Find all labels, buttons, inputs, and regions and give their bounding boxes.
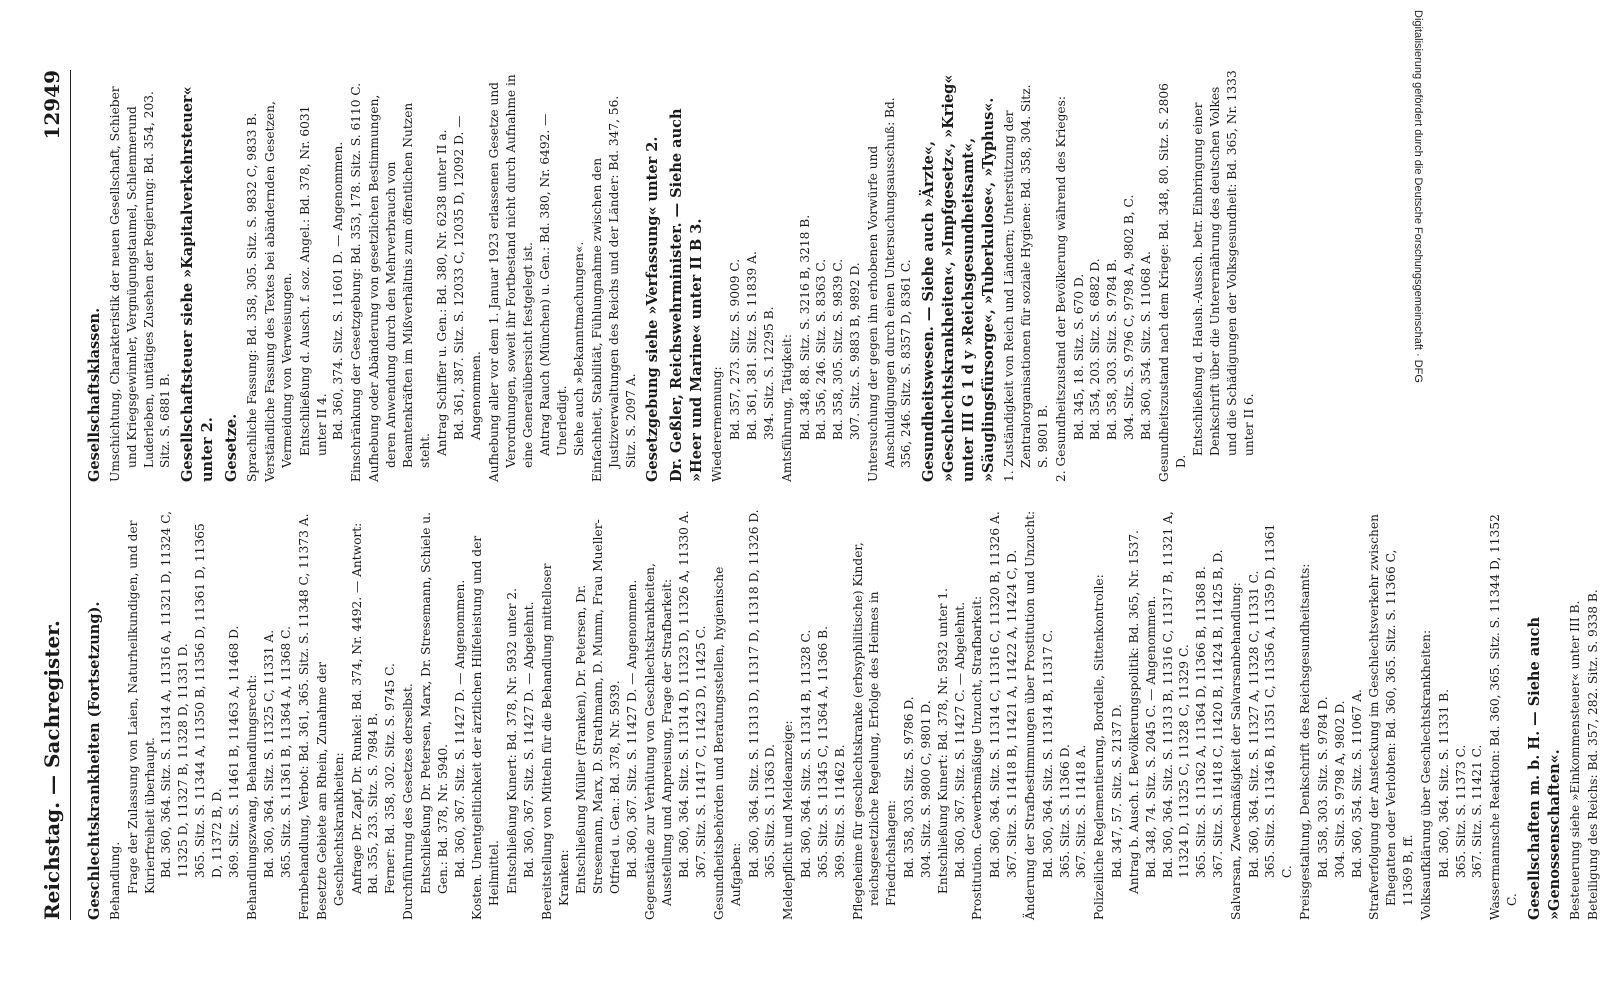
index-entry: Bd. 345, 18. Sitz. S. 670 D. bbox=[1071, 273, 1086, 440]
index-entry: 394. Sitz. S. 12295 B. bbox=[761, 306, 776, 440]
index-entry: Gegenstände zur Verhütung von Geschlechtskrankheiten, Ausstellung und Anpreisung, Frage der Strafbarkeit: bbox=[642, 563, 674, 920]
index-entry: 1. Zuständigkeit von Reich und Ländern; Unterstützung der Zentralorganisationen für soziale Hygiene: Bd. 358, 304. Sitz. S. 9801 B. bbox=[1002, 84, 1050, 482]
index-entry: Salvarsan, Zweckmäßigkeit der Salvarsanbehandlung: bbox=[1228, 582, 1243, 920]
index-entry: Entschließung Kunert: Bd. 378, Nr. 5932 unter 2. bbox=[505, 588, 520, 894]
index-entry: Verständliche Fassung des Textes bei abändernden Gesetzen, Vermeidung von Verweisungen. bbox=[263, 101, 294, 482]
index-entry: Behandlungszwang, Behandlungsrecht: bbox=[244, 674, 259, 920]
index-entry: Bd. 347, 57. Sitz. S. 2137 D. bbox=[1110, 704, 1125, 878]
index-entry: Beteiligung des Reichs: Bd. 357, 282. Sitz. S. 9338 B. bbox=[1585, 589, 1600, 920]
index-entry: Fernbehandlung, Verbot: Bd. 361, 365. Sitz. S. 11348 C, 11373 A. bbox=[297, 513, 312, 920]
index-entry: Entschließung Müller (Franken), Dr. Petersen, Dr. Stresemann, Marx, D. Strathmann, D. Mumm, Frau Mueller-Otfried u. Gen.: Bd. 378, Nr. 5939. bbox=[574, 519, 623, 894]
index-heading: Gesellschaftsklassen. bbox=[86, 307, 103, 482]
index-entry: 307. Sitz. S. 9883 B, 9892 D. bbox=[847, 262, 862, 440]
index-entry: Wassermannsche Reaktion: Bd. 360, 365. Sitz. S. 11344 D, 11352 C. bbox=[1488, 514, 1520, 920]
index-heading: Gesellschaften m. b. H. — Siehe auch »Genossenschaften«. bbox=[1525, 616, 1563, 920]
index-entry: Antrag b. Ausch. f. Bevölkerungspolitik: Bd. 365, Nr. 1537. bbox=[1126, 530, 1141, 894]
index-entry: Bd. 360, 364. Sitz. S. 11331 B. bbox=[1436, 689, 1451, 878]
index-entry: Bd. 360, 364. Sitz. S. 11313 B, 11316 C, 11317 B, 11321 A, 11324 D, 11325 C, 11328 C, 11329 C. bbox=[1160, 511, 1192, 878]
index-entry: Bd. 348, 74. Sitz. S. 2045 C. — Angenommen. bbox=[1143, 595, 1158, 878]
index-entry: Preisgestaltung, Denkschrift des Reichsgesundheitsamts: bbox=[1298, 563, 1313, 920]
index-entry: Umschichtung, Charakteristik der neuen Gesellschaft, Schieber und Kriegsgewinnler, Vergnügungstaumel, Schlemmerund Luderleben, untätiges Zusehen der Regierung: Bd. 354, 203. Sitz. S. 6881 B. bbox=[108, 86, 173, 482]
index-entry: 369. Sitz. S. 11462 B. bbox=[832, 744, 847, 878]
index-entry: 365. Sitz. S. 11345 C, 11364 A, 11366 B. bbox=[815, 626, 830, 878]
index-entry: Antrag Rauch (München) u. Gen.: Bd. 380, Nr. 6492. — Unerledigt. bbox=[538, 113, 570, 456]
index-entry: 304. Sitz. S. 9798 A, 9802 D. bbox=[1332, 700, 1347, 878]
index-entry: Bd. 360, 367. Sitz. S. 11427 D. — Angenommen. bbox=[624, 579, 639, 878]
index-entry: Gesundheitszustand nach dem Kriege: Bd. 348, 80. Sitz. S. 2806 D. bbox=[1156, 83, 1188, 482]
index-entry: Einfachheit, Stabilität, Fühlungnahme zwischen den Justizverwaltungen des Reichs und der Länder: Bd. 347, 56. Sitz. S. 2097 A. bbox=[589, 95, 638, 482]
index-entry: Bd. 360, 367. Sitz. S. 11427 D. — Angenommen. bbox=[452, 579, 467, 878]
left-column bbox=[81, 508, 1603, 920]
index-heading: Gesundheitswesen. — Siehe auch »Ärzte«, »Geschlechtskrankheiten«, »Impfgesetz«, »Krieg« unter III G 1 d y »Reichsgesundheitsamt«, »Säuglingsfürsorge«, »Tuberkulose«, »Typhus«. bbox=[920, 74, 998, 482]
columns bbox=[81, 70, 1603, 920]
index-entry: Entschließung Kunert: Bd. 378, Nr. 5932 unter 1. bbox=[935, 588, 950, 894]
index-entry: 367. Sitz. S. 11418 B, 11421 A, 11422 A, 11424 C, D. bbox=[1005, 549, 1020, 878]
index-entry: Bd. 354, 203. Sitz. S. 6882 D. bbox=[1088, 258, 1103, 440]
index-entry: 304. Sitz. S. 9796 C, 9798 A, 9802 B, C. bbox=[1122, 194, 1137, 440]
index-entry: Volksaufklärung über Geschlechtskrankheiten: bbox=[1418, 629, 1433, 920]
index-entry: Bd. 360, 364. Sitz. S. 11314 B, 11328 C. bbox=[799, 629, 814, 878]
index-entry: Durchführung des Gesetzes derselbst. bbox=[401, 683, 416, 920]
right-column bbox=[81, 70, 1603, 482]
index-entry: Wiederernennung: bbox=[710, 366, 725, 482]
index-entry: Bd. 360, 374. Sitz. S. 11601 D. — Angenommen. bbox=[331, 141, 346, 440]
index-entry: Behandlung. bbox=[108, 841, 122, 920]
index-entry: Kosten. Unentgeltlichkeit der ärztlichen Hilfeleistung und der Heilmittel. bbox=[470, 535, 502, 920]
index-entry: Bd. 361, 387. Sitz. S. 12033 C, 12035 D, 12092 D. — Angenommen. bbox=[452, 115, 484, 440]
side-note bbox=[1408, 10, 1430, 990]
index-entry: Sprachliche Fassung: Bd. 358, 305. Sitz. S. 9832 C, 9833 B. bbox=[245, 112, 260, 482]
index-entry: Siehe auch »Bekanntmachungen«. bbox=[572, 241, 587, 456]
index-entry: 2. Gesundheitszustand der Bevölkerung während des Krieges: bbox=[1053, 95, 1068, 482]
index-entry: Strafverfolgung der Ansteckung im Geschlechtsverkehr zwischen Ehegatten oder Verlobten: Bd. 360, 365. Sitz. S. 11366 C, 11369 B, ff. bbox=[1367, 514, 1416, 920]
index-heading: Gesetze. bbox=[223, 413, 241, 482]
index-entry: 365. Sitz. S. 11363 D. bbox=[763, 744, 778, 878]
index-entry: Bd. 360, 367. Sitz. S. 11427 D. — Abgelehnt. bbox=[521, 601, 536, 878]
index-entry: 365. Sitz. S. 11344 A, 11350 B, 11356 D, 11361 D, 11365 D, 11372 B, D. bbox=[193, 523, 224, 878]
index-heading: Gesetzgebung siehe »Verfassung« unter 2. bbox=[644, 136, 662, 482]
index-entry: 367. Sitz. S. 11418 A. bbox=[1074, 744, 1089, 878]
index-entry: Frage der Zulassung von Laien, Naturheilkundigen, und der Kurierfreiheit überhaupt. bbox=[125, 520, 157, 894]
index-entry: Aufhebung aller vor dem 1. Januar 1923 erlassenen Gesetze und Verordnungen, soweit ihr Fortbestand nicht durch Aufnahme in eine Generalübersicht festgelegt ist. bbox=[486, 74, 535, 482]
index-entry: Entschließung Dr. Petersen, Marx, Dr. Stresemann, Schiele u. Gen.: Bd. 378, Nr. 5940. bbox=[418, 511, 450, 894]
index-entry: Aufhebung oder Abänderung von gesetzlichen Bestimmungen, deren Anwendung durch den Mehrverbrauch von Beamtenkräften im Mißverhältnis zum öffentlichen Nutzen steht. bbox=[367, 94, 432, 482]
index-entry: Entschließung d. Ausch. f. soz. Angel.: Bd. 378, Nr. 6031 unter II 4. bbox=[297, 105, 329, 456]
index-entry: 367. Sitz. S. 11418 C, 11420 B, 11424 B, 11425 B, D. bbox=[1211, 549, 1225, 878]
index-entry: Gesundheitsbehörden und Beratungsstellen, hygienische Aufgaben: bbox=[711, 566, 743, 920]
index-heading: Geschlechtskrankheiten (Fortsetzung). bbox=[86, 601, 103, 920]
index-entry: Besteuerung siehe »Einkommensteuer« unter III B. bbox=[1567, 600, 1582, 920]
index-entry: Amtsführung, Tätigkeit: bbox=[779, 334, 794, 482]
page-number: 12949 bbox=[40, 70, 64, 140]
index-entry: Bd. 360, 354. Sitz. S. 11068 A. bbox=[1138, 251, 1153, 440]
index-entry: Ferner: Bd. 358, 302. Sitz. S. 9745 C. bbox=[383, 663, 398, 894]
index-entry: Untersuchung der gegen ihn erhobenen Vorwürfe und Anschuldigungen durch einen Untersuchungsausschuß: Bd. 356, 246. Sitz. S. 8357 D, 8361 C. bbox=[865, 97, 914, 482]
index-entry: Bd. 360, 354. Sitz. S. 11067 A. bbox=[1349, 689, 1364, 878]
index-entry: Bd. 360, 364. Sitz. S. 11314 C, 11316 C, 11320 B, 11326 A. bbox=[988, 511, 1003, 878]
index-entry: Bd. 348, 88. Sitz. S. 3216 B, 3218 B. bbox=[797, 214, 812, 440]
index-heading: Dr. Geßler, Reichswehrminister. — Siehe auch »Heer und Marine« unter II B 3. bbox=[668, 108, 706, 482]
index-entry: Änderung der Strafbestimmungen über Prostitution und Unzucht: bbox=[1022, 510, 1037, 920]
index-entry: 369. Sitz. S. 11461 B, 11463 A, 11468 D. bbox=[226, 625, 241, 878]
page-title: Reichstag. — Sachregister. bbox=[40, 620, 64, 920]
index-entry: Bd. 356, 246. Sitz. S. 8363 C. bbox=[814, 258, 829, 440]
index-entry: Bd. 361, 381. Sitz. S. 11839 A. bbox=[745, 251, 760, 440]
index-entry: Meldepflicht und Meldeanzeige: bbox=[781, 720, 796, 920]
index-entry: Polizeiliche Reglementierung, Bordelle, Sittenkontrolle: bbox=[1092, 574, 1107, 920]
index-entry: 367. Sitz. S. 11421 C. bbox=[1470, 744, 1485, 878]
index-entry: 365. Sitz. S. 11366 D. bbox=[1057, 744, 1072, 878]
index-entry: Antrag Schiffer u. Gen.: Bd. 380, Nr. 6238 unter II a. bbox=[435, 129, 450, 456]
index-entry: Bd. 358, 303. Sitz. S. 9784 B. bbox=[1105, 258, 1120, 440]
index-entry: 365. Sitz. S. 11362 A, 11364 D, 11366 B, 11368 B. bbox=[1194, 566, 1209, 878]
index-entry: Besetzte Gebiete am Rhein, Zunahme der Geschlechtskrankheiten: bbox=[314, 662, 346, 920]
index-entry: Pflegeheime für geschlechtskranke (erbsyphilitische) Kinder, reichsgesetzliche Regelung, Erfolge des Heimes in Friedrichshagen: bbox=[850, 542, 899, 920]
index-heading: Gesellschaftsteuer siehe »Kapitalverkehrsteuer« unter 2. bbox=[179, 86, 217, 482]
index-entry: Entschließung d. Haush.-Aussch. betr. Einbringung einer Denkschrift über die Unterernährung des deutschen Volkes und die Schädigungen der Volksgesundheit: Bd. 365, Nr. 1333 unter II 6. bbox=[1191, 70, 1256, 456]
index-entry: Bd. 360, 364. Sitz. S. 11327 A, 11328 C, 11331 C. bbox=[1246, 570, 1261, 878]
index-entry: Bereitstellung von Mitteln für die Behandlung mittelloser Kranken: bbox=[539, 563, 571, 920]
index-entry: Bd. 360, 364. Sitz. S. 11313 D, 11317 D, 11318 D, 11326 D. bbox=[746, 509, 761, 878]
index-entry: 304. Sitz. S. 9800 C, 9801 D. bbox=[918, 700, 933, 878]
index-entry: Bd. 358, 303. Sitz. S. 9786 D. bbox=[902, 696, 917, 878]
index-entry: Bd. 360, 364. Sitz. S. 11314 B, 11317 C. bbox=[1040, 629, 1055, 878]
index-entry: 365. Sitz. S. 11346 B, 11351 C, 11356 A, 11359 D, 11361 C. bbox=[1263, 523, 1295, 878]
index-entry: Einschränkung der Gesetzgebung: Bd. 353, 178. Sitz. S. 6110 C. bbox=[349, 82, 364, 482]
index-entry: Bd. 357, 273. Sitz. S. 9009 C. bbox=[728, 258, 743, 440]
index-entry: Prostitution. Gewerbsmäßige Unzucht, Strafbarkeit: bbox=[970, 595, 985, 920]
index-entry: Bd. 360, 367. Sitz. S. 11427 C. — Abgelehnt. bbox=[952, 601, 967, 878]
index-entry: Anfrage Dr. Zapf, Dr. Runkel: Bd. 374, Nr. 4492. — Antwort: Bd. 355, 233. Sitz. S. 7984 B. bbox=[349, 522, 381, 894]
index-entry: Bd. 358, 303. Sitz. S. 9784 D. bbox=[1315, 696, 1330, 878]
page-header bbox=[40, 70, 71, 920]
index-entry: 365. Sitz. S. 11361 B, 11364 A, 11368 C. bbox=[279, 626, 294, 878]
index-entry: Bd. 358, 305. Sitz. S. 9839 C. bbox=[831, 258, 846, 440]
index-entry: 367. Sitz. S. 11417 C, 11423 D, 11425 C. bbox=[694, 625, 709, 878]
side-note-text: Digitalisierung gefördert durch die Deutsche Forschungsgemeinschaft · DFG bbox=[1412, 10, 1424, 383]
index-entry: Bd. 360, 364. Sitz. S. 11314 D, 11323 D, 11326 A, 11330 A. bbox=[677, 510, 692, 878]
index-entry: 365. Sitz. S. 11373 C. bbox=[1453, 744, 1468, 878]
index-entry: Bd. 360, 364. Sitz. S. 11325 C, 11331 A. bbox=[262, 629, 277, 878]
index-entry: Bd. 360, 364. Sitz. S. 11314 A, 11316 A, 11321 D, 11324 C, 11325 D, 11327 B, 11328 D, 11331 D. bbox=[159, 510, 191, 878]
